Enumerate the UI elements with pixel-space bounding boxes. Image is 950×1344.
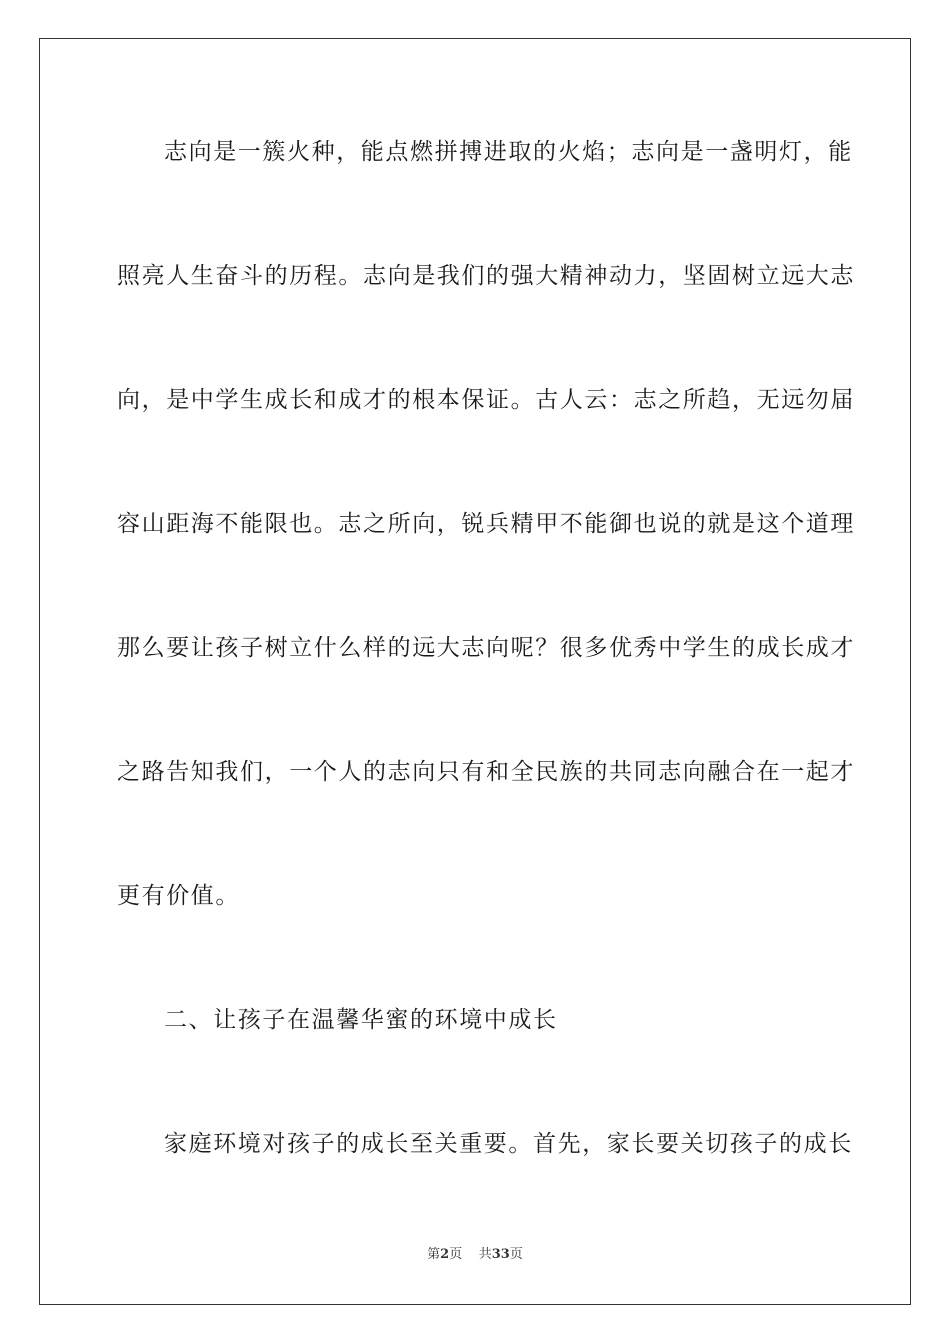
total-pages: 33 bbox=[491, 1247, 510, 1262]
paragraph-line-9: 家庭环境对孩子的成长至关重要。首先，家长要关切孩子的成长 bbox=[164, 1131, 853, 1157]
paragraph-line-7: 更有价值。 bbox=[117, 883, 240, 909]
paragraph-line-5: 那么要让孩子树立什么样的远大志向呢？很多优秀中学生的成长成才 bbox=[117, 635, 855, 661]
paragraph-line-2: 照亮人生奋斗的历程。志向是我们的强大精神动力，坚固树立远大志 bbox=[117, 263, 855, 289]
paragraph-line-3: 向，是中学生成长和成才的根本保证。古人云：志之所趋，无远勿届 bbox=[117, 387, 855, 413]
total-prefix: 共 bbox=[478, 1247, 492, 1262]
page-prefix: 第 bbox=[427, 1247, 441, 1262]
page-border bbox=[39, 38, 911, 1305]
paragraph-line-4: 容山距海不能限也。志之所向，锐兵精甲不能御也说的就是这个道理 bbox=[117, 511, 855, 537]
page-number: 2 bbox=[440, 1247, 450, 1262]
page-suffix: 页 bbox=[449, 1247, 463, 1262]
section-heading: 二、让孩子在温馨华蜜的环境中成长 bbox=[164, 1007, 558, 1033]
paragraph-line-1: 志向是一簇火种，能点燃拼搏进取的火焰；志向是一盏明灯，能 bbox=[164, 139, 853, 165]
paragraph-line-6: 之路告知我们，一个人的志向只有和全民族的共同志向融合在一起才 bbox=[117, 759, 855, 785]
total-suffix: 页 bbox=[509, 1247, 523, 1262]
page-footer bbox=[0, 1246, 950, 1264]
